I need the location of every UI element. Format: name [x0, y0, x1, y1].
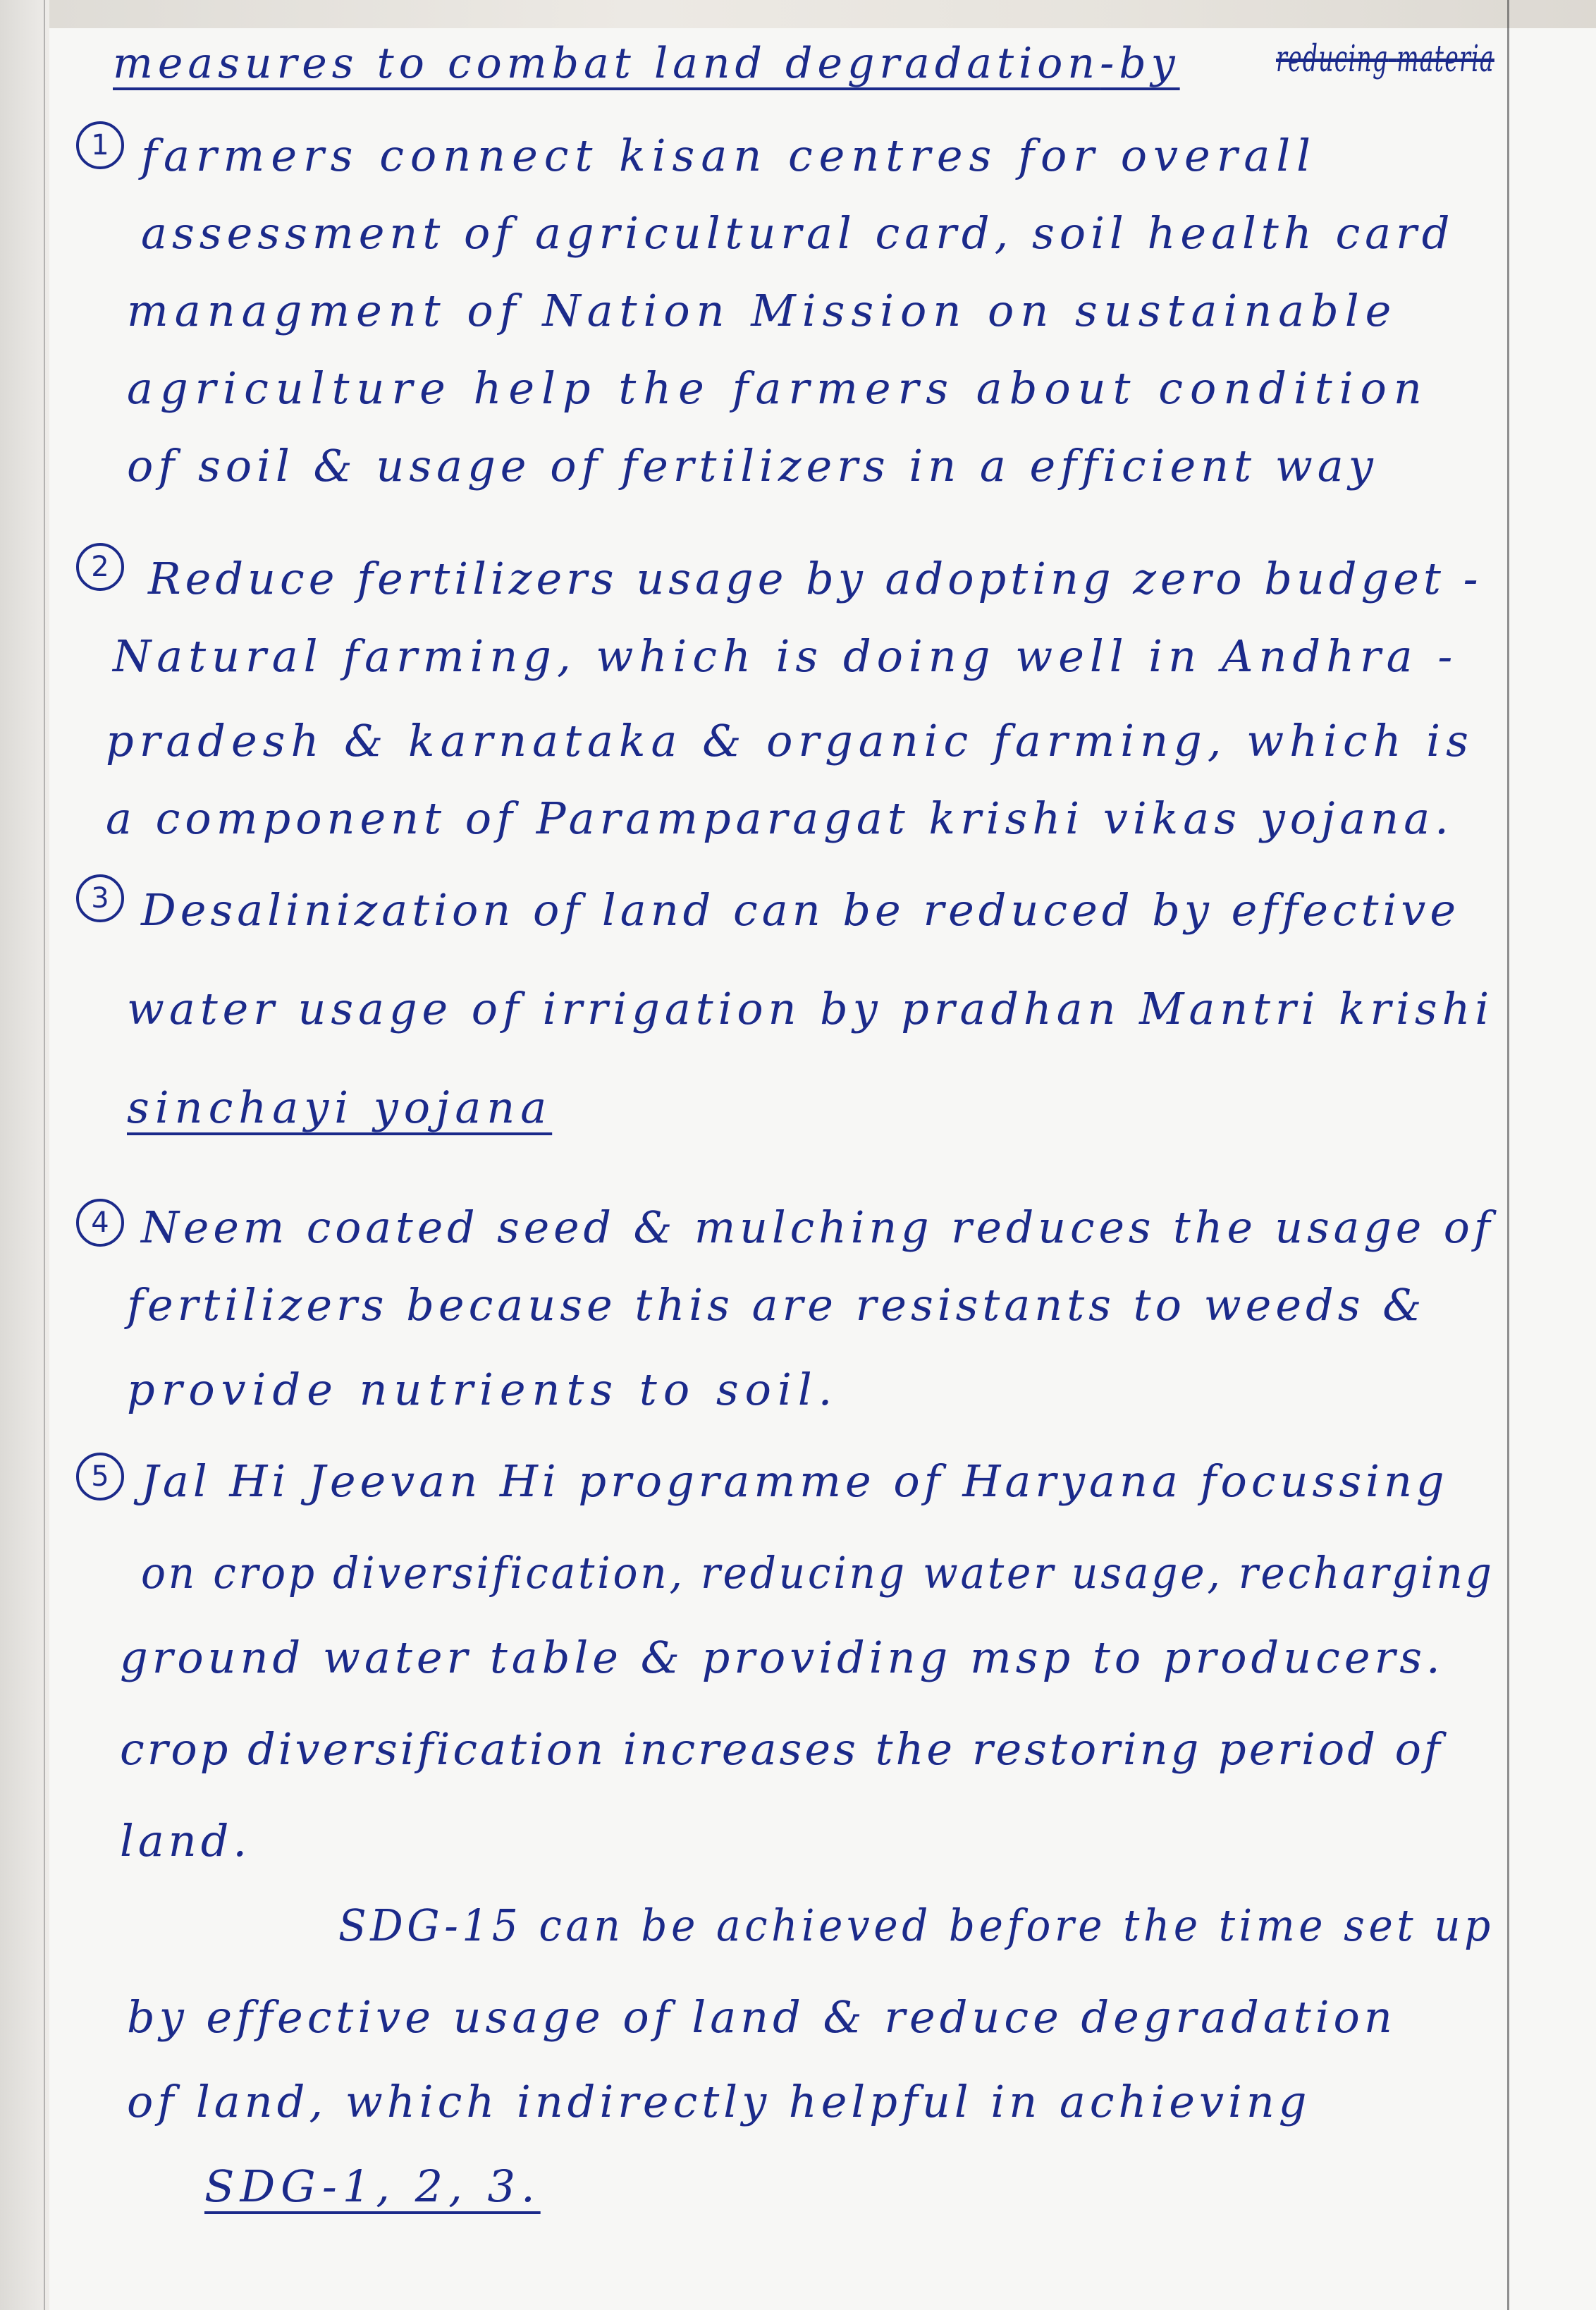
- page-top-shadow: [0, 0, 1596, 28]
- point-2-line-2: Natural farming, which is doing well in Andhra -: [113, 630, 1459, 682]
- conclusion-line-4: SDG-1, 2, 3.: [204, 2161, 541, 2212]
- point-1-line-2: assessment of agricultural card, soil health card: [141, 207, 1455, 259]
- conclusion-line-1: SDG-15 can be achieved before the time set up: [338, 1900, 1494, 1951]
- heading-sep: -by: [1100, 39, 1180, 88]
- left-margin-line: [44, 0, 45, 2310]
- point-4-number: 4: [76, 1199, 124, 1247]
- point-5-number: 5: [76, 1453, 124, 1501]
- point-5-line-1: Jal Hi Jeevan Hi programme of Haryana focussing: [141, 1455, 1449, 1507]
- heading-struck-a: reducing: [1276, 38, 1389, 80]
- point-3-line-1: Desalinization of land can be reduced by effective: [141, 884, 1461, 936]
- point-1-line-4: agriculture help the farmers about condition: [127, 362, 1429, 414]
- point-5-line-2: on crop diversification, reducing water usage, recharging: [141, 1547, 1494, 1599]
- point-2-line-1: Reduce fertilizers usage by adopting zero budget -: [148, 553, 1483, 604]
- point-1-number: 1: [76, 121, 124, 169]
- point-3-line-3: sinchayi yojana: [127, 1082, 553, 1133]
- point-5-line-5: land.: [120, 1815, 252, 1866]
- point-1-line-5: of soil & usage of fertilizers in a efficient way: [127, 440, 1378, 491]
- conclusion-line-2: by effective usage of land & reduce degradation: [127, 1991, 1396, 2043]
- point-3-line-2: water usage of irrigation by pradhan Mantri krishi: [127, 983, 1494, 1034]
- heading-struck-b: materia: [1396, 38, 1494, 80]
- heading-struck-word: [1276, 38, 1494, 80]
- point-1-line-3: managment of Nation Mission on sustainable: [127, 285, 1398, 336]
- point-5-line-4: crop diversification increases the restoring period of: [120, 1723, 1443, 1775]
- point-3-number: 3: [76, 874, 124, 922]
- right-margin-line: [1507, 0, 1509, 2310]
- heading-text: measures to combat land degradation: [113, 39, 1100, 88]
- point-4-line-3: provide nutrients to soil.: [127, 1364, 839, 1415]
- point-2-number: 2: [76, 543, 124, 591]
- conclusion-line-3: of land, which indirectly helpful in achieving: [127, 2076, 1311, 2127]
- point-5-line-3: ground water table & providing msp to producers.: [120, 1632, 1444, 1683]
- point-1-line-1: farmers connect kisan centres for overall: [141, 130, 1318, 181]
- point-4-line-2: fertilizers because this are resistants to weeds &: [127, 1279, 1426, 1331]
- page-left-edge: [0, 0, 49, 2310]
- point-4-line-1: Neem coated seed & mulching reduces the usage of: [141, 1202, 1494, 1253]
- heading: [113, 39, 1180, 88]
- point-2-line-4: a component of Paramparagat krishi vikas yojana.: [106, 793, 1454, 844]
- point-2-line-3: pradesh & karnataka & organic farming, which is: [106, 715, 1474, 766]
